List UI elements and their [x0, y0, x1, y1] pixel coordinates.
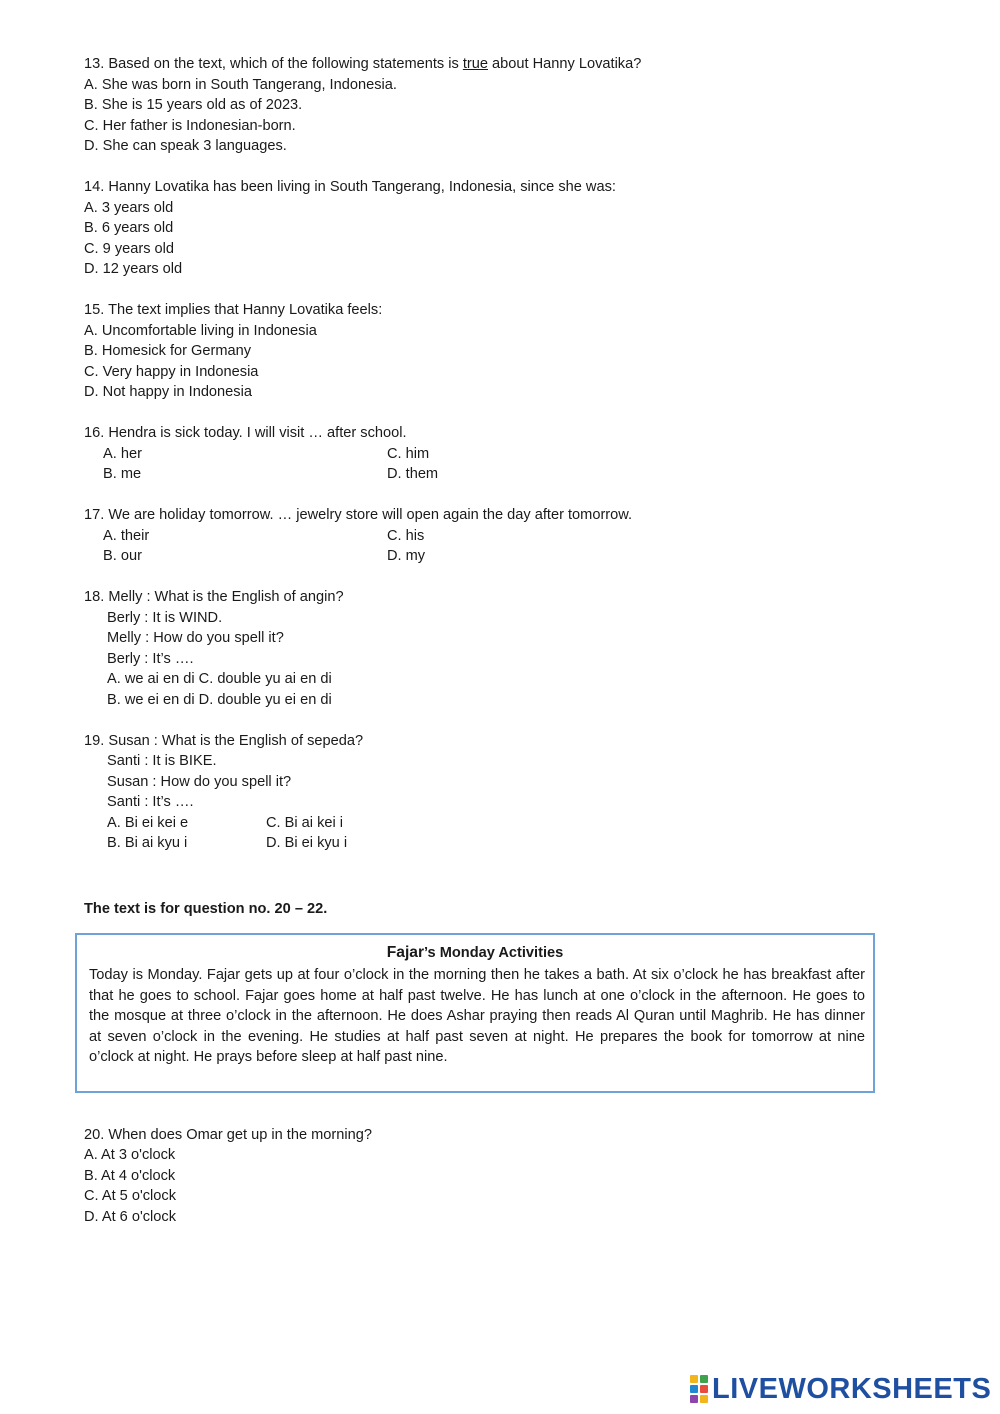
- q19-dialogue-line: Susan : How do you spell it?: [107, 774, 292, 790]
- q18-dialogue-line: Melly : How do you spell it?: [107, 630, 284, 646]
- question-14: 14. Hanny Lovatika has been living in South Tangerang, Indonesia, since she was:: [84, 179, 616, 195]
- q19-dialogue-line: Santi : It is BIKE.: [107, 753, 217, 769]
- q16-option-c[interactable]: C. him: [387, 446, 430, 462]
- question-18: 18. Melly : What is the English of angin?: [84, 589, 344, 605]
- q13-option-a[interactable]: A. She was born in South Tangerang, Indonesia.: [84, 77, 397, 93]
- q19-dialogue-line: Santi : It’s ….: [107, 794, 194, 810]
- q17-option-d[interactable]: D. my: [387, 548, 426, 564]
- section-note: The text is for question no. 20 – 22.: [84, 901, 328, 917]
- q17-option-c[interactable]: C. his: [387, 528, 425, 544]
- liveworksheets-logo: [690, 1374, 990, 1404]
- q13-option-c[interactable]: C. Her father is Indonesian-born.: [84, 118, 296, 134]
- q14-option-c[interactable]: C. 9 years old: [84, 241, 175, 257]
- q15-option-a[interactable]: A. Uncomfortable living in Indonesia: [84, 323, 317, 339]
- reading-text-box: [75, 933, 875, 1093]
- q16-option-b[interactable]: B. me: [103, 466, 142, 482]
- q19-option-b[interactable]: B. Bi ai kyu i: [107, 835, 188, 851]
- q14-option-d[interactable]: D. 12 years old: [84, 261, 183, 277]
- q20-option-c[interactable]: C. At 5 o'clock: [84, 1188, 177, 1204]
- liveworksheets-logo-text: LIVEWORKSHEETS: [712, 1373, 992, 1405]
- question-13: 13. Based on the text, which of the following statements is true about Hanny Lovatika?: [84, 56, 642, 72]
- question-15: 15. The text implies that Hanny Lovatika feels:: [84, 302, 383, 318]
- q16-option-a[interactable]: A. her: [103, 446, 142, 462]
- q16-option-d[interactable]: D. them: [387, 466, 439, 482]
- q13-option-b[interactable]: B. She is 15 years old as of 2023.: [84, 97, 303, 113]
- q17-option-a[interactable]: A. their: [103, 528, 150, 544]
- reading-title: Fajar’s Monday Activities: [386, 944, 564, 961]
- q19-option-a[interactable]: A. Bi ei kei e: [107, 815, 189, 831]
- q13-option-d[interactable]: D. She can speak 3 languages.: [84, 138, 287, 154]
- q20-option-b[interactable]: B. At 4 o'clock: [84, 1168, 176, 1184]
- q18-options-ac[interactable]: A. we ai en di C. double yu ai en di: [107, 671, 332, 687]
- question-17: 17. We are holiday tomorrow. … jewelry store will open again the day after tomorrow.: [84, 507, 633, 523]
- q15-option-d[interactable]: D. Not happy in Indonesia: [84, 384, 252, 400]
- liveworksheets-logo-icon: [690, 1375, 708, 1403]
- q19-option-d[interactable]: D. Bi ei kyu i: [266, 835, 348, 851]
- q15-option-c[interactable]: C. Very happy in Indonesia: [84, 364, 259, 380]
- q15-option-b[interactable]: B. Homesick for Germany: [84, 343, 252, 359]
- question-20: 20. When does Omar get up in the morning?: [84, 1127, 372, 1143]
- q18-dialogue-line: Berly : It’s ….: [107, 651, 194, 667]
- q14-option-a[interactable]: A. 3 years old: [84, 200, 174, 216]
- q19-option-c[interactable]: C. Bi ai kei i: [266, 815, 344, 831]
- q17-option-b[interactable]: B. our: [103, 548, 142, 564]
- q14-option-b[interactable]: B. 6 years old: [84, 220, 174, 236]
- q18-options-bd[interactable]: B. we ei en di D. double yu ei en di: [107, 692, 332, 708]
- q18-dialogue-line: Berly : It is WIND.: [107, 610, 223, 626]
- reading-body: Today is Monday. Fajar gets up at four o’clock in the morning then he takes a bath. At six o’clock he has breakfast after that he goes to school. Fajar goes home at half past twelve. He has lunch at one o’clock in the afternoon. He goes to the mosque at three o’clock in the afternoon. He does Ashar praying then reads Al Quran until Maghrib. He has dinner at seven o’clock in the evening. He studies at half past seven at night. He prepares the book for tomorrow at nine o’clock at night. He prays before sleep at half past nine.: [89, 967, 865, 1066]
- question-16: 16. Hendra is sick today. I will visit … after school.: [84, 425, 407, 441]
- q20-option-d[interactable]: D. At 6 o'clock: [84, 1209, 177, 1225]
- question-19: 19. Susan : What is the English of sepeda?: [84, 733, 364, 749]
- q20-option-a[interactable]: A. At 3 o'clock: [84, 1147, 176, 1163]
